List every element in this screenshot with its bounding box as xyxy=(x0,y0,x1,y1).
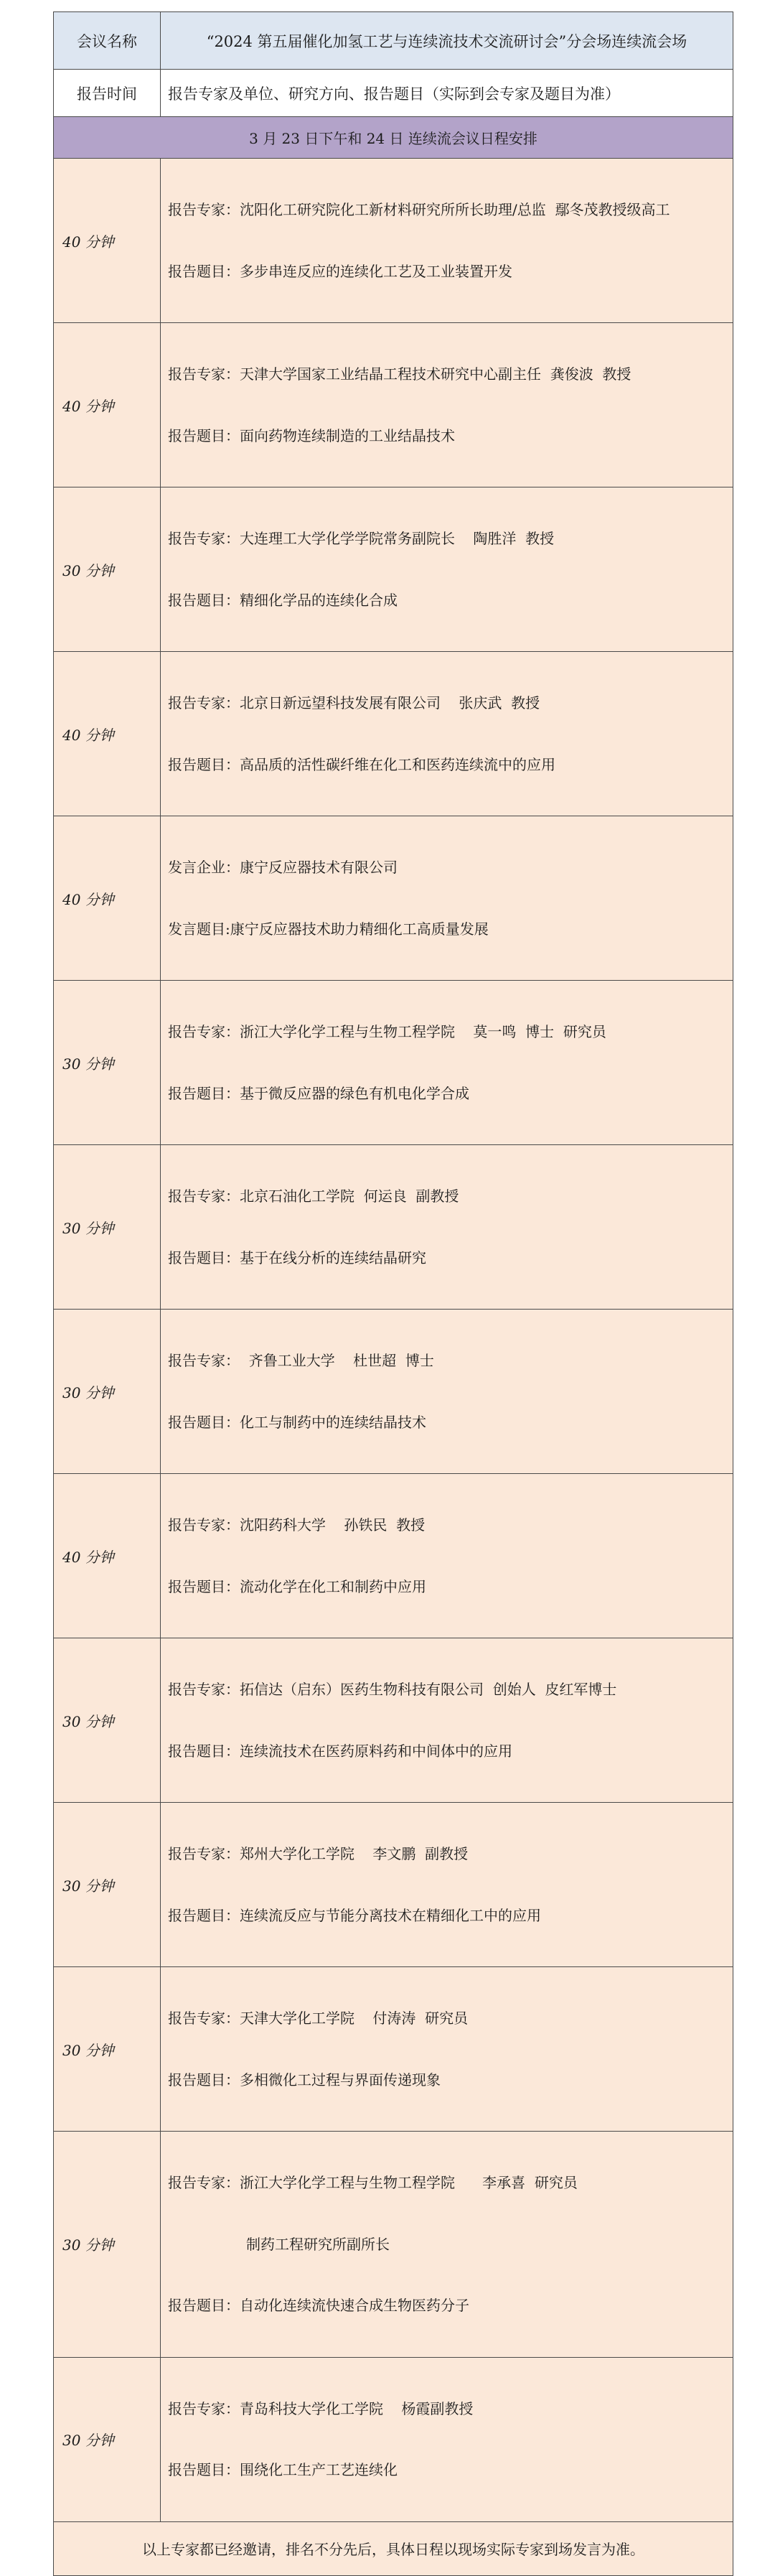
session-topic: 报告题目：自动化连续流快速合成生物医药分子 xyxy=(168,2297,469,2314)
session-row xyxy=(54,2357,733,2521)
session-row xyxy=(54,816,733,981)
session-speaker: 报告专家：青岛科技大学化工学院 杨霞副教授 xyxy=(168,2399,474,2417)
session-speaker-title: 制药工程研究所副所长 xyxy=(246,2235,390,2253)
session-speaker: 报告专家：浙江大学化学工程与生物工程学院 莫一鸣 博士 研究员 xyxy=(168,1023,606,1040)
session-topic: 报告题目：化工与制药中的连续结晶技术 xyxy=(168,1413,426,1431)
session-duration: 40 分钟 xyxy=(54,159,161,323)
session-duration: 40 分钟 xyxy=(54,1474,161,1638)
session-topic: 报告题目：多相微化工过程与界面传递现象 xyxy=(168,2071,441,2089)
session-topic: 报告题目：多步串连反应的连续化工艺及工业装置开发 xyxy=(168,262,512,280)
session-details xyxy=(161,1145,733,1310)
session-speaker: 报告专家：沈阳药科大学 孙铁民 教授 xyxy=(168,1516,426,1534)
session-speaker: 报告专家：沈阳化工研究院化工新材料研究所所长助理/总监 鄢冬茂教授级高工 xyxy=(168,201,670,218)
session-duration: 30 分钟 xyxy=(54,1638,161,1803)
session-speaker: 报告专家：天津大学化工学院 付涛涛 研究员 xyxy=(168,2010,469,2027)
time-label: 报告时间 xyxy=(54,70,161,117)
session-topic: 报告题目：基于在线分析的连续结晶研究 xyxy=(168,1249,426,1266)
session-duration: 30 分钟 xyxy=(54,1145,161,1310)
session-details xyxy=(161,1803,733,1967)
session-row xyxy=(54,1474,733,1638)
session-details xyxy=(161,816,733,981)
session-topic: 报告题目：高品质的活性碳纤维在化工和医药连续流中的应用 xyxy=(168,755,555,773)
session-details xyxy=(161,981,733,1145)
schedule-band-row xyxy=(54,117,733,159)
session-topic: 报告题目：基于微反应器的绿色有机电化学合成 xyxy=(168,1084,469,1102)
session-row xyxy=(54,1145,733,1310)
session-details xyxy=(161,323,733,487)
footer-note: 以上专家都已经邀请，排名不分先后，具体日程以现场实际专家到场发言为准。 xyxy=(54,2521,733,2575)
session-details xyxy=(161,487,733,652)
session-topic: 报告题目：流动化学在化工和制药中应用 xyxy=(168,1577,426,1595)
session-topic: 报告题目：精细化学品的连续化合成 xyxy=(168,591,398,609)
session-speaker: 报告专家：北京石油化工学院 何运良 副教授 xyxy=(168,1187,459,1205)
session-row xyxy=(54,652,733,816)
session-topic: 报告题目：面向药物连续制造的工业结晶技术 xyxy=(168,426,455,444)
header-row xyxy=(54,12,733,70)
session-duration: 30 分钟 xyxy=(54,1803,161,1967)
session-details xyxy=(161,2132,733,2358)
session-topic: 报告题目：连续流技术在医药原料药和中间体中的应用 xyxy=(168,1742,512,1760)
session-details xyxy=(161,2357,733,2521)
session-duration: 40 分钟 xyxy=(54,816,161,981)
session-speaker: 报告专家：北京日新远望科技发展有限公司 张庆武 教授 xyxy=(168,694,540,711)
session-details xyxy=(161,1967,733,2132)
session-company: 发言企业：康宁反应器技术有限公司 xyxy=(168,859,398,876)
time-row xyxy=(54,70,733,117)
time-row-description: 报告专家及单位、研究方向、报告题目（实际到会专家及题目为准） xyxy=(161,70,733,117)
session-row xyxy=(54,1310,733,1474)
session-row xyxy=(54,1967,733,2132)
session-row xyxy=(54,323,733,487)
session-row xyxy=(54,487,733,652)
session-speaker: 报告专家：拓信达（启东）医药生物科技有限公司 创始人 皮红军博士 xyxy=(168,1681,617,1698)
session-duration: 30 分钟 xyxy=(54,1967,161,2132)
header-label: 会议名称 xyxy=(54,12,161,70)
session-details xyxy=(161,652,733,816)
footer-row xyxy=(54,2521,733,2575)
session-details xyxy=(161,1638,733,1803)
schedule-band: 3 月 23 日下午和 24 日 连续流会议日程安排 xyxy=(54,117,733,159)
session-topic: 报告题目：围绕化工生产工艺连续化 xyxy=(168,2461,398,2478)
conference-name: “2024 第五届催化加氢工艺与连续流技术交流研讨会”分会场连续流会场 xyxy=(161,12,733,70)
session-duration: 40 分钟 xyxy=(54,323,161,487)
session-duration: 40 分钟 xyxy=(54,652,161,816)
session-speaker: 报告专家：郑州大学化工学院 李文鹏 副教授 xyxy=(168,1845,469,1862)
session-topic: 报告题目：连续流反应与节能分离技术在精细化工中的应用 xyxy=(168,1906,541,1924)
session-duration: 30 分钟 xyxy=(54,981,161,1145)
session-duration: 30 分钟 xyxy=(54,487,161,652)
session-speaker: 报告专家： 齐鲁工业大学 杜世超 博士 xyxy=(168,1352,434,1369)
session-details xyxy=(161,1474,733,1638)
session-row xyxy=(54,981,733,1145)
agenda-table xyxy=(53,11,733,2576)
session-row xyxy=(54,2132,733,2358)
session-topic: 发言题目:康宁反应器技术助力精细化工高质量发展 xyxy=(168,920,489,938)
session-row xyxy=(54,1638,733,1803)
session-details xyxy=(161,159,733,323)
session-duration: 30 分钟 xyxy=(54,2132,161,2358)
session-speaker: 报告专家：大连理工大学化学学院常务副院长 陶胜洋 教授 xyxy=(168,530,555,547)
session-row xyxy=(54,159,733,323)
session-speaker: 报告专家：浙江大学化学工程与生物工程学院 李承喜 研究员 xyxy=(168,2174,578,2191)
session-duration: 30 分钟 xyxy=(54,2357,161,2521)
session-duration: 30 分钟 xyxy=(54,1310,161,1474)
session-speaker: 报告专家：天津大学国家工业结晶工程技术研究中心副主任 龚俊波 教授 xyxy=(168,365,631,383)
session-row xyxy=(54,1803,733,1967)
session-details xyxy=(161,1310,733,1474)
